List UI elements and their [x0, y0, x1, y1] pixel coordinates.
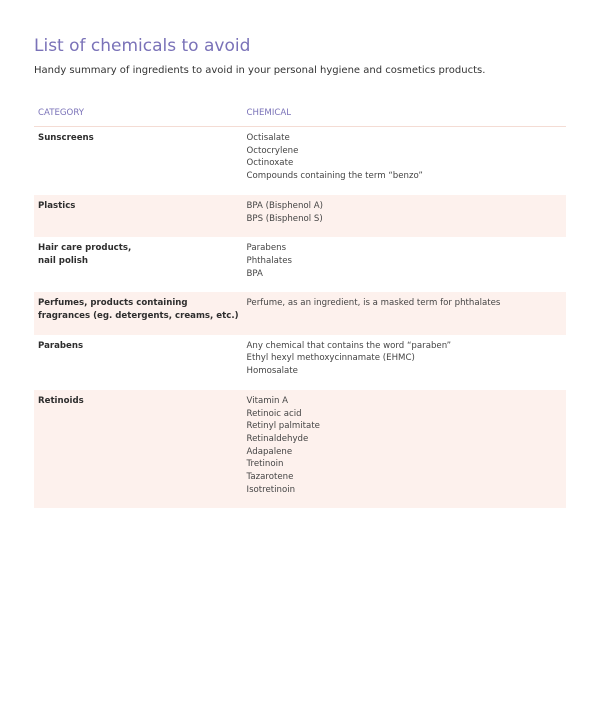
chemical-item: Ethyl hexyl methoxycinnamate (EHMC) — [246, 353, 415, 364]
chemical-item: Octocrylene — [246, 145, 299, 156]
category-text: Perfumes, products containing — [38, 298, 188, 309]
chemical-cell — [243, 237, 566, 292]
table-row — [34, 127, 566, 195]
category-text: nail polish — [38, 255, 88, 266]
chemical-item: Phthalates — [246, 255, 293, 266]
chemical-item: Retinoic acid — [246, 408, 302, 419]
category-text: Retinoids — [38, 395, 84, 406]
table-row — [34, 237, 566, 292]
chemical-item: Perfume, as an ingredient, is a masked term for phthalates — [246, 298, 501, 309]
chemical-item: Retinaldehyde — [246, 433, 309, 444]
table-row — [34, 335, 566, 390]
chemical-item: Tazarotene — [246, 472, 294, 483]
chemical-item: Tretinoin — [246, 459, 284, 470]
chemical-item: Homosalate — [246, 366, 298, 377]
chemical-cell — [243, 127, 566, 195]
category-cell — [34, 335, 243, 390]
chemical-item: BPA — [246, 268, 263, 279]
category-cell — [34, 390, 243, 509]
category-text: Hair care products, — [38, 243, 132, 254]
chemical-cell — [243, 390, 566, 509]
chemical-cell — [243, 195, 566, 237]
chemical-cell — [243, 335, 566, 390]
chemical-item: Adapalene — [246, 446, 293, 457]
column-header-chemical: CHEMICAL — [243, 106, 566, 127]
chemical-item: Compounds containing the term “benzo” — [246, 171, 423, 182]
table-row — [34, 390, 566, 509]
chemicals-table — [34, 106, 566, 508]
category-text: Sunscreens — [38, 133, 94, 143]
chemical-item: Parabens — [246, 243, 287, 254]
chemical-item: Vitamin A — [246, 395, 289, 406]
category-cell — [34, 292, 243, 334]
category-cell — [34, 127, 243, 195]
chemical-item: BPA (Bisphenol A) — [246, 200, 324, 211]
chemical-item: BPS (Bisphenol S) — [246, 213, 323, 224]
chemical-cell — [243, 292, 566, 334]
table-header-row — [34, 106, 566, 127]
chemical-item: Octinoxate — [246, 158, 294, 169]
category-cell — [34, 195, 243, 237]
chemical-item: Isotretinoin — [246, 484, 296, 495]
category-text: Parabens — [38, 340, 84, 351]
table-row — [34, 195, 566, 237]
chemical-item: Retinyl palmitate — [246, 421, 320, 432]
category-text: fragrances (eg. detergents, creams, etc.) — [38, 311, 239, 322]
chemical-item: Octisalate — [246, 133, 290, 143]
chemical-item: Any chemical that contains the word “paraben” — [246, 340, 452, 351]
column-header-category: CATEGORY — [34, 106, 243, 127]
table-row — [34, 292, 566, 334]
page-subtitle: Handy summary of ingredients to avoid in your personal hygiene and cosmetics products. — [34, 65, 486, 76]
category-text: Plastics — [38, 200, 76, 211]
category-cell — [34, 237, 243, 292]
page-title: List of chemicals to avoid — [34, 36, 251, 56]
